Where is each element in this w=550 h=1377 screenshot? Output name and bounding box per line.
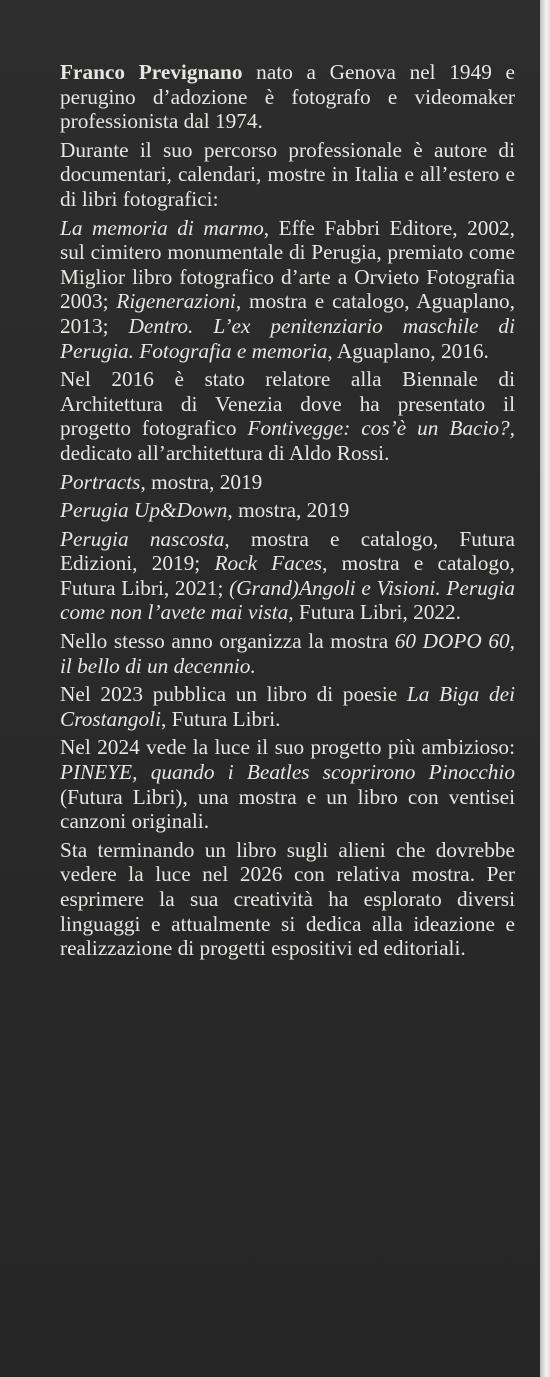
book-details: , mostra e catalogo, Futura Edizioni, 2019; [60,526,515,576]
bio-intro-text: nato a Genova nel 1949 e perugino d’adozione è fotografo e videomaker professionista dal 1974. [60,60,516,134]
pineye-text: Nel 2024 vede la luce il suo progetto più ambizioso: [60,735,515,760]
book-title: La memoria di marmo [60,215,264,240]
exhibition-title: Perugia Up&Down, [60,498,233,523]
exhibition-title: Portracts [60,469,141,494]
bio-paragraph-biennale [60,367,515,465]
bio-paragraph-closing: Sta terminando un libro sugli alieni che dovrebbe vedere la luce nel 2026 con relativa mostra. Per esprimere la sua creatività ha esplorato diversi linguaggi e attualmente si dedica alla ideazione e realizzazione di progetti espositivi ed editoriali. [60,837,515,961]
bio-paragraph-updown [60,498,515,523]
exhibition-details: mostra, 2019 [232,498,350,523]
bio-paragraph-intro [60,60,515,134]
book-title: Rock Faces [214,551,323,576]
poetry-text: , Futura Libri. [160,706,281,731]
biennale-text: dedicato all’architettura di Aldo Rossi. [60,440,390,465]
book-title: (Grand)Angoli e Visioni. Perugia come non l’avete mai vista [60,575,515,625]
book-title: La Biga dei Crostangoli [60,682,515,731]
book-details: , mostra e catalogo, Aguaplano, 2013; [60,289,515,338]
book-details: , Effe Fabbri Editore, 2002, sul cimitero monumentale di Perugia, premiato come Miglior libro fotografico d’arte a Orvieto Fotografia 2003; [60,215,515,314]
project-title: Fontivegge: cos’è un Bacio?, [247,416,515,441]
exhibition-title: 60 DOPO 60, il bello di un decennio. [60,629,515,678]
biennale-text: Nel 2016 è stato relatore alla Biennale di Architettura di Venezia dove ha presentato il progetto fotografico [60,367,515,441]
book-title: Perugia nascosta [60,526,225,551]
bio-paragraph-books [60,216,515,364]
page-edge [540,0,550,1377]
project-title: PINEYE, quando i Beatles scoprirono Pinocchio [60,760,515,785]
bio-paragraph-poetry [60,682,515,731]
bio-paragraph-exhibition-2022 [60,629,515,678]
bio-paragraph-career: Durante il suo percorso professionale è autore di documentari, calendari, mostre in Italia e all’estero e di libri fotografici: [60,137,515,211]
book-title: Rigenerazioni [116,289,236,314]
author-biography [60,60,515,965]
bio-paragraph-pineye [60,735,515,833]
bio-paragraph-futura [60,527,515,625]
poetry-text: Nel 2023 pubblica un libro di poesie [60,682,407,707]
book-details: , Futura Libri, 2022. [288,600,462,625]
pineye-text: (Futura Libri), una mostra e un libro con ventisei canzoni originali. [60,784,515,834]
exhibition-text: Nello stesso anno organizza la mostra [60,629,395,654]
book-details: , Aguaplano, 2016. [327,338,489,363]
book-title: Dentro. L’ex penitenziario maschile di Perugia. Fotografia e memoria [60,313,515,363]
book-details: , mostra e catalogo, Futura Libri, 2021; [60,551,515,600]
bio-paragraph-portracts [60,470,515,495]
author-name: Franco Prevignano [60,60,243,84]
exhibition-details: , mostra, 2019 [140,469,263,494]
